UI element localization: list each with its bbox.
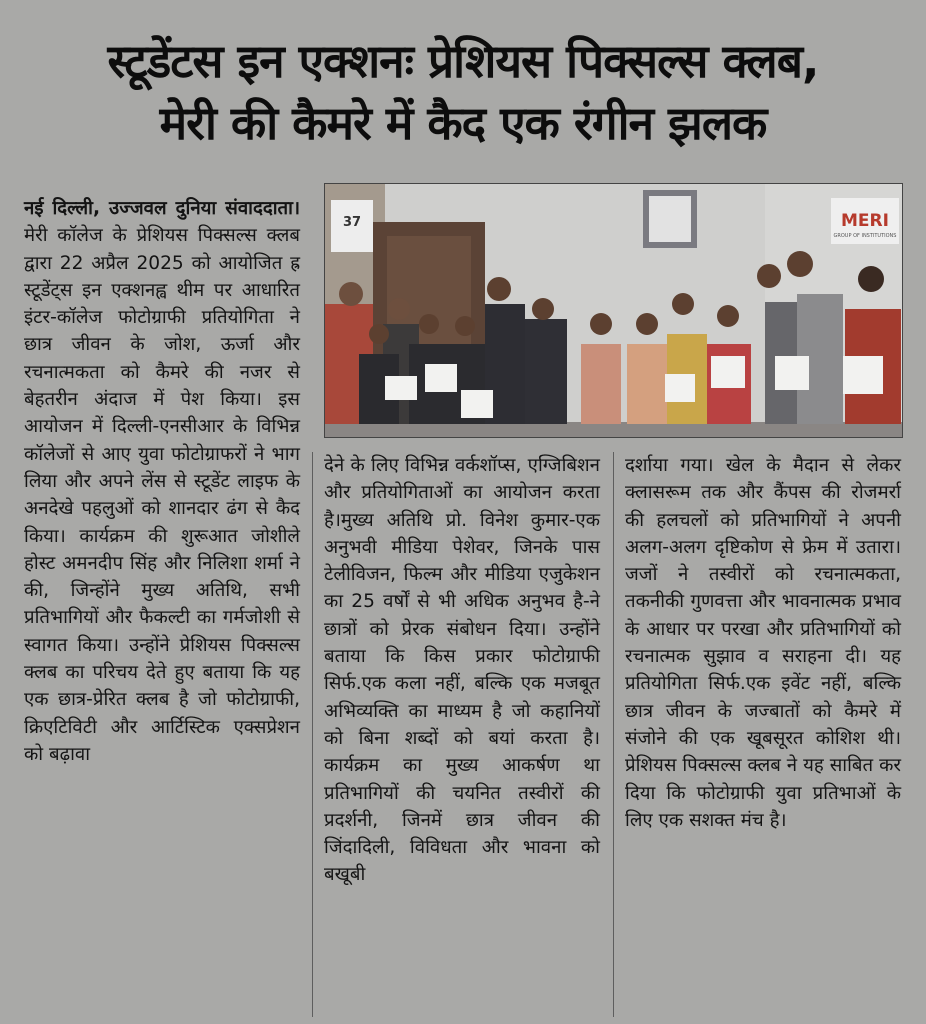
column-2-text: देने के लिए विभिन्न वर्कशॉप्स, एग्जिबिशन और प्रतियोगिताओं का आयोजन करता है।मुख्य अतिथि प्रो. विनेश कुमार-एक अनुभवी मीडिया पेशेवर, जिनके पास टेलीविजन, फिल्म और मीडिया एजुकेशन का 25 वर्षों से भी अधिक अनुभव है-ने छात्रों को प्रेरक संबोधन दिया। उन्होंने बताया कि किस प्रकार फोटोग्राफी सिर्फ.एक कला नहीं, बल्कि एक मजबूत अभिव्यक्ति का माध्यम है जो कहानियों को बिना शब्दों को बयां करता है। कार्यक्रम का मुख्य आकर्षण था प्रतिभागियों की चयनित तस्वीरों की प्रदर्शनी, जिनमें छात्र जीवन की जिंदादिली, विविधता और भावना को बखूबी — [324, 455, 600, 886]
event-group-photo — [324, 183, 903, 438]
headline — [0, 30, 926, 154]
article-column-3 — [625, 452, 901, 1017]
article-column-2 — [324, 452, 600, 1017]
logo-text: MERI — [841, 211, 889, 231]
column-1-text: मेरी कॉलेज के प्रेशियस पिक्सल्स क्लब द्वारा 22 अप्रैल 2025 को आयोजित ह्र स्टूडेंट्स इन एक्शनह्व थीम पर आधारित इंटर-कॉलेज फोटोग्राफी प्रतियोगिता ने छात्र जीवन के जोश, ऊर्जा और रचनात्मकता को कैमरे की नजर से बेहतरीन अंदाज में पेश किया। इस आयोजन में दिल्ली-एनसीआर के विभिन्न कॉलेजों से आए युवा फोटोग्राफरों ने भाग लिया और अपने लेंस से स्टूडेंट लाइफ के अनदेखे पहलुओं को शानदार ढंग से कैद किया। कार्यक्रम की शुरूआत जोशीले होस्ट अमनदीप सिंह और निलिशा शर्मा ने की, जिन्होंने मुख्य अतिथि, सभी प्रतिभागियों और फैकल्टी का गर्मजोशी से स्वागत किया। उन्होंने प्रेशियस पिक्सल्स क्लब का परिचय देते हुए बताया कि यह एक छात्र-प्रेरित क्लब है जो फोटोग्राफी, क्रिएटिविटी और आर्टिस्टिक एक्सप्रेशन को बढ़ावा — [24, 225, 300, 765]
logo-subtext: GROUP OF INSTITUTIONS — [833, 233, 897, 239]
headline-line-1: स्टूडेंटस इन एक्शनः प्रेशियस पिक्सल्स क्लब, — [107, 34, 819, 88]
column-divider-1 — [312, 452, 313, 1017]
headline-line-2: मेरी की कैमरे में कैद एक रंगीन झलक — [159, 96, 767, 150]
dateline: नई दिल्ली, उज्जवल दुनिया संवाददाता। — [24, 198, 300, 219]
column-divider-2 — [613, 452, 614, 1017]
article-column-1 — [24, 195, 300, 1015]
group-photo-illustration — [325, 184, 902, 437]
column-3-text: दर्शाया गया। खेल के मैदान से लेकर क्लासरूम तक और कैंपस की रोजमर्रा की हलचलों को प्रतिभागियों ने अपनी अलग-अलग दृष्टिकोण से फ्रेम में उतारा। जजों ने तस्वीरों को रचनात्मकता, तकनीकी गुणवत्ता और भावनात्मक प्रभाव के आधार पर परखा और प्रतिभागियों को रचनात्मक सुझाव व सराहना दी। यह प्रतियोगिता सिर्फ.एक इवेंट नहीं, बल्कि छात्र जीवन के जज्बातों को कैमरे में संजोने की एक खूबसूरत कोशिश थी। प्रेशियस पिक्सल्स क्लब ने यह साबित कर दिया कि फोटोग्राफी युवा प्रतिभाओं के लिए एक सशक्त मंच है। — [625, 455, 901, 831]
badge-text: 37 — [342, 215, 362, 230]
